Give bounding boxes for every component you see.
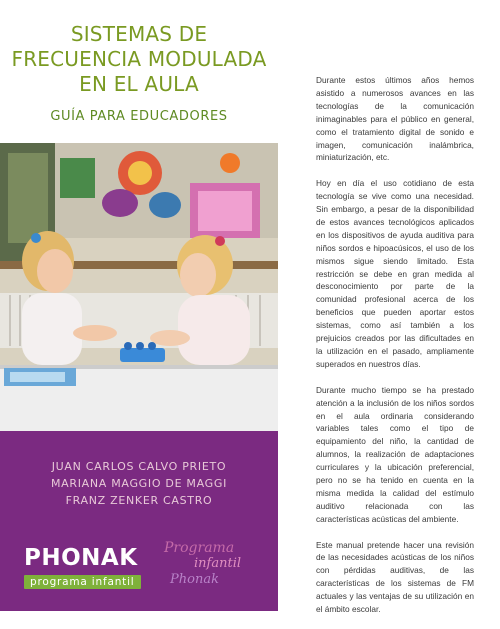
cover-subtitle: GUÍA PARA EDUCADORES <box>50 109 228 124</box>
brand-name: PHONAK <box>24 545 138 571</box>
paragraph-1: Durante estos últimos años hemos asistido a numerosos avances en las tecnologías de la comunicación inimaginables para el público en general, como el tratamiento digital de sonido e imagen, comunicación inalámbrica, miniaturización, etc. <box>316 75 474 163</box>
script-line-2: infantil <box>194 556 242 571</box>
children-at-table-image <box>0 143 278 431</box>
authors-list <box>0 458 278 509</box>
programa-infantil-script-logo <box>160 536 270 590</box>
title-line-2: FRECUENCIA MODULADA <box>11 47 267 71</box>
intro-text-column <box>316 74 474 629</box>
classroom-photo <box>0 143 278 431</box>
author-2: MARIANA MAGGIO DE MAGGI <box>50 477 228 490</box>
paragraph-3: Durante mucho tiempo se ha prestado atención a la inclusión de los niños sordos en el aula ordinaria considerando variables tales como el tipo de equipamiento del niño, la cantidad de alumnos, la realización de adaptaciones curriculares y la ubicación preferencial, pero no se ha tenido en cuenta en la misma medida la calidad del estímulo auditivo relacionada con las características acústicas del ambiente. <box>316 384 474 524</box>
author-3: FRANZ ZENKER CASTRO <box>65 494 213 507</box>
paragraph-4: Este manual pretende hacer una revisión de las necesidades acústicas de los niños con pérdidas auditivas, de las características de los sistemas de FM actuales y las ventajas de su utilización en el ámbito escolar. <box>316 539 474 615</box>
cover-title <box>0 22 278 97</box>
brand-tag: programa infantil <box>24 575 141 589</box>
title-line-3: EN EL AULA <box>79 72 199 96</box>
phonak-logo <box>24 546 141 589</box>
paragraph-2: Hoy en día el uso cotidiano de esta tecnología se vive como una necesidad. Sin embargo, a pesar de la disponibilidad de estos avances tecnológicos aplicados en los dispositivos de ayuda auditiva para niños sordos e hipoacúsicos, el uso de los mismos sigue siendo limitado. Esta restricción se debe en gran medida al desconocimiento por parte de la comunidad profesional acerca de los beneficios que pueden aportar estos sistemas, como así también a los prejuicios creados por las dificultades en la utilización en el pasado, ampliamente superados en nuestros días. <box>316 178 474 369</box>
script-line-1: Programa <box>164 540 235 556</box>
script-line-3: Phonak <box>170 572 219 587</box>
author-1: JUAN CARLOS CALVO PRIETO <box>51 460 227 473</box>
title-line-1: SISTEMAS DE <box>70 22 208 46</box>
